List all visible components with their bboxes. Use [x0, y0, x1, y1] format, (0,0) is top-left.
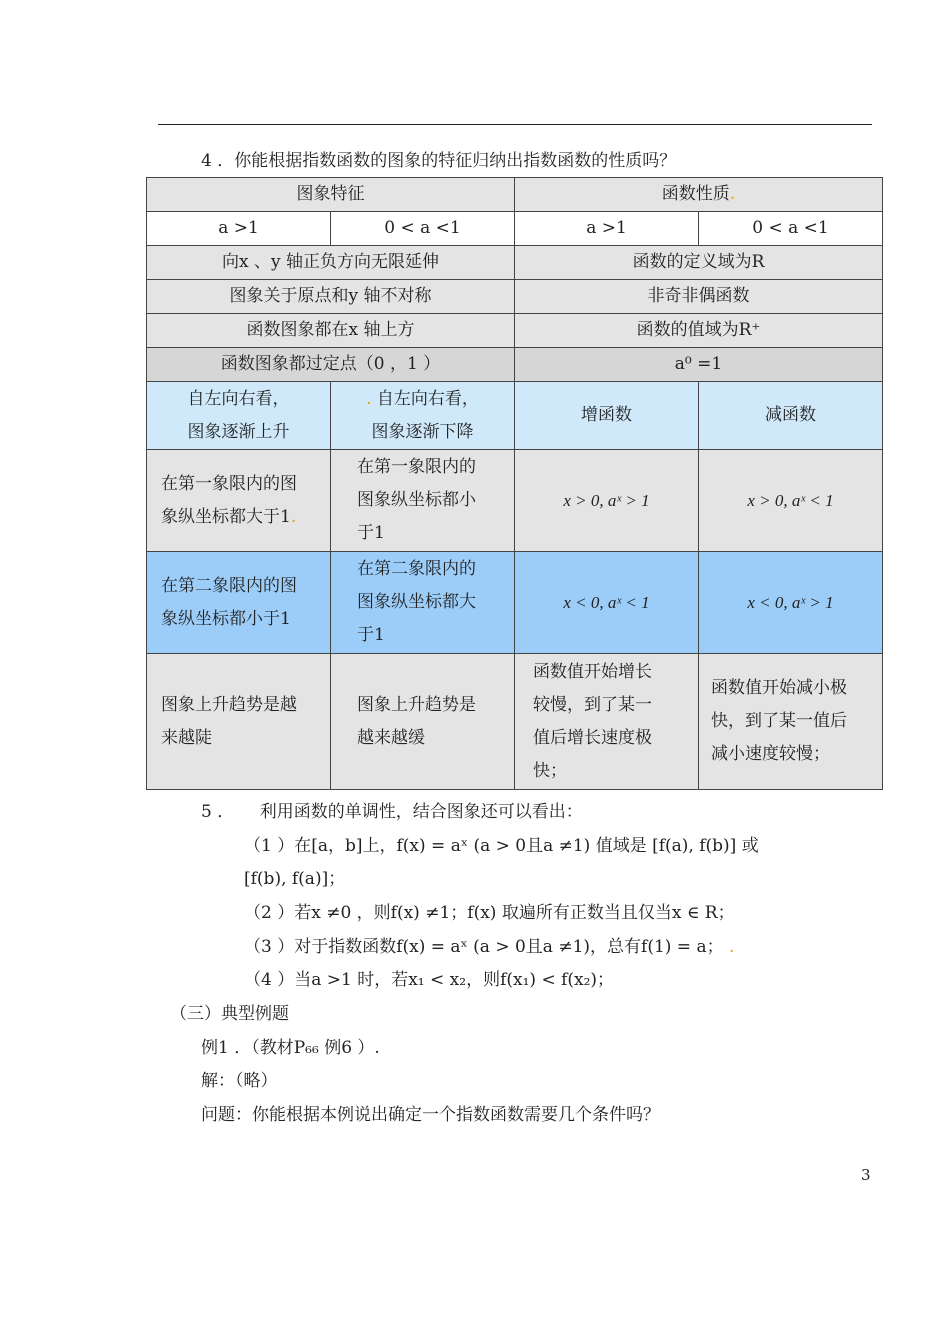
cell-q1-gt-1: 在第一象限内的图 象纵坐标都大于1. — [147, 450, 331, 552]
cell-q2-lt-1: 在第二象限内的图 象纵坐标都小于1 — [147, 552, 331, 654]
cell-rising: 自左向右看， 图象逐渐上升 — [147, 382, 331, 450]
example-1: 例1 ．（教材P₆₆ 例6 ）. — [201, 1038, 380, 1058]
cell-q2-dec: x < 0, aˣ > 1 — [699, 552, 883, 654]
row-above-axis: 函数图象都在x 轴上方 — [147, 314, 515, 348]
item-1-line-b: [f(b), f(a)]； — [244, 869, 346, 889]
row-parity: 非奇非偶函数 — [515, 280, 883, 314]
item-4: （4 ）当a >1 时，若x₁ < x₂，则f(x₁) < f(x₂)； — [244, 970, 615, 990]
section-examples: （三）典型例题 — [170, 1004, 289, 1024]
header-rule — [158, 124, 872, 125]
cell-decreasing: 减函数 — [699, 382, 883, 450]
sub-header-a-lt-1: 0 < a <1 — [331, 212, 515, 246]
cell-growth-slow-fast: 函数值开始增长 较慢，到了某一 值后增长速度极 快； — [515, 654, 699, 790]
row-range: 函数的值域为R⁺ — [515, 314, 883, 348]
row-symmetry: 图象关于原点和y 轴不对称 — [147, 280, 515, 314]
solution: 解：（略） — [201, 1071, 278, 1091]
cell-falling: . 自左向右看， 图象逐渐下降 — [331, 382, 515, 450]
question-5: 5 ． 利用函数的单调性，结合图象还可以看出： — [201, 802, 583, 822]
sub-header-a-lt-1-prop: 0 < a <1 — [699, 212, 883, 246]
page-number: 3 — [861, 1166, 871, 1184]
cell-trend-steep: 图象上升趋势是越 来越陡 — [147, 654, 331, 790]
row-a-zero: a⁰ =1 — [515, 348, 883, 382]
item-3: （3 ）对于指数函数f(x) = aˣ (a > 0且a ≠1)，总有f(1) = a； . — [244, 937, 735, 957]
cell-trend-gentle: 图象上升趋势是 越来越缓 — [331, 654, 515, 790]
cell-q1-inc: x > 0, aˣ > 1 — [515, 450, 699, 552]
row-domain: 函数的定义域为R — [515, 246, 883, 280]
cell-q1-lt-1: 在第一象限内的 图象纵坐标都小 于1 — [331, 450, 515, 552]
cell-q2-gt-1: 在第二象限内的 图象纵坐标都大 于1 — [331, 552, 515, 654]
header-graph-features: 图象特征 — [147, 178, 515, 212]
item-2: （2 ）若x ≠0 ，则f(x) ≠1；f(x) 取遍所有正数当且仅当x ∈ R； — [244, 903, 735, 923]
question-4: 4 ．你能根据指数函数的图象的特征归纳出指数函数的性质吗？ — [201, 151, 677, 171]
cell-increasing: 增函数 — [515, 382, 699, 450]
cell-q1-dec: x > 0, aˣ < 1 — [699, 450, 883, 552]
item-1-line-a: （1 ）在[a，b]上，f(x) = aˣ (a > 0且a ≠1) 值域是 [f(a), f(b)] 或 — [244, 836, 759, 856]
question-final: 问题：你能根据本例说出确定一个指数函数需要几个条件吗？ — [201, 1105, 660, 1125]
row-fixed-point: 函数图象都过定点（0 ，1 ） — [147, 348, 515, 382]
sub-header-a-gt-1: a >1 — [147, 212, 331, 246]
row-extension: 向x 、y 轴正负方向无限延伸 — [147, 246, 515, 280]
header-function-properties: 函数性质. — [515, 178, 883, 212]
cell-decay-fast-slow: 函数值开始减小极 快，到了某一值后 减小速度较慢； — [699, 654, 883, 790]
properties-table — [146, 177, 883, 790]
cell-q2-inc: x < 0, aˣ < 1 — [515, 552, 699, 654]
sub-header-a-gt-1-prop: a >1 — [515, 212, 699, 246]
